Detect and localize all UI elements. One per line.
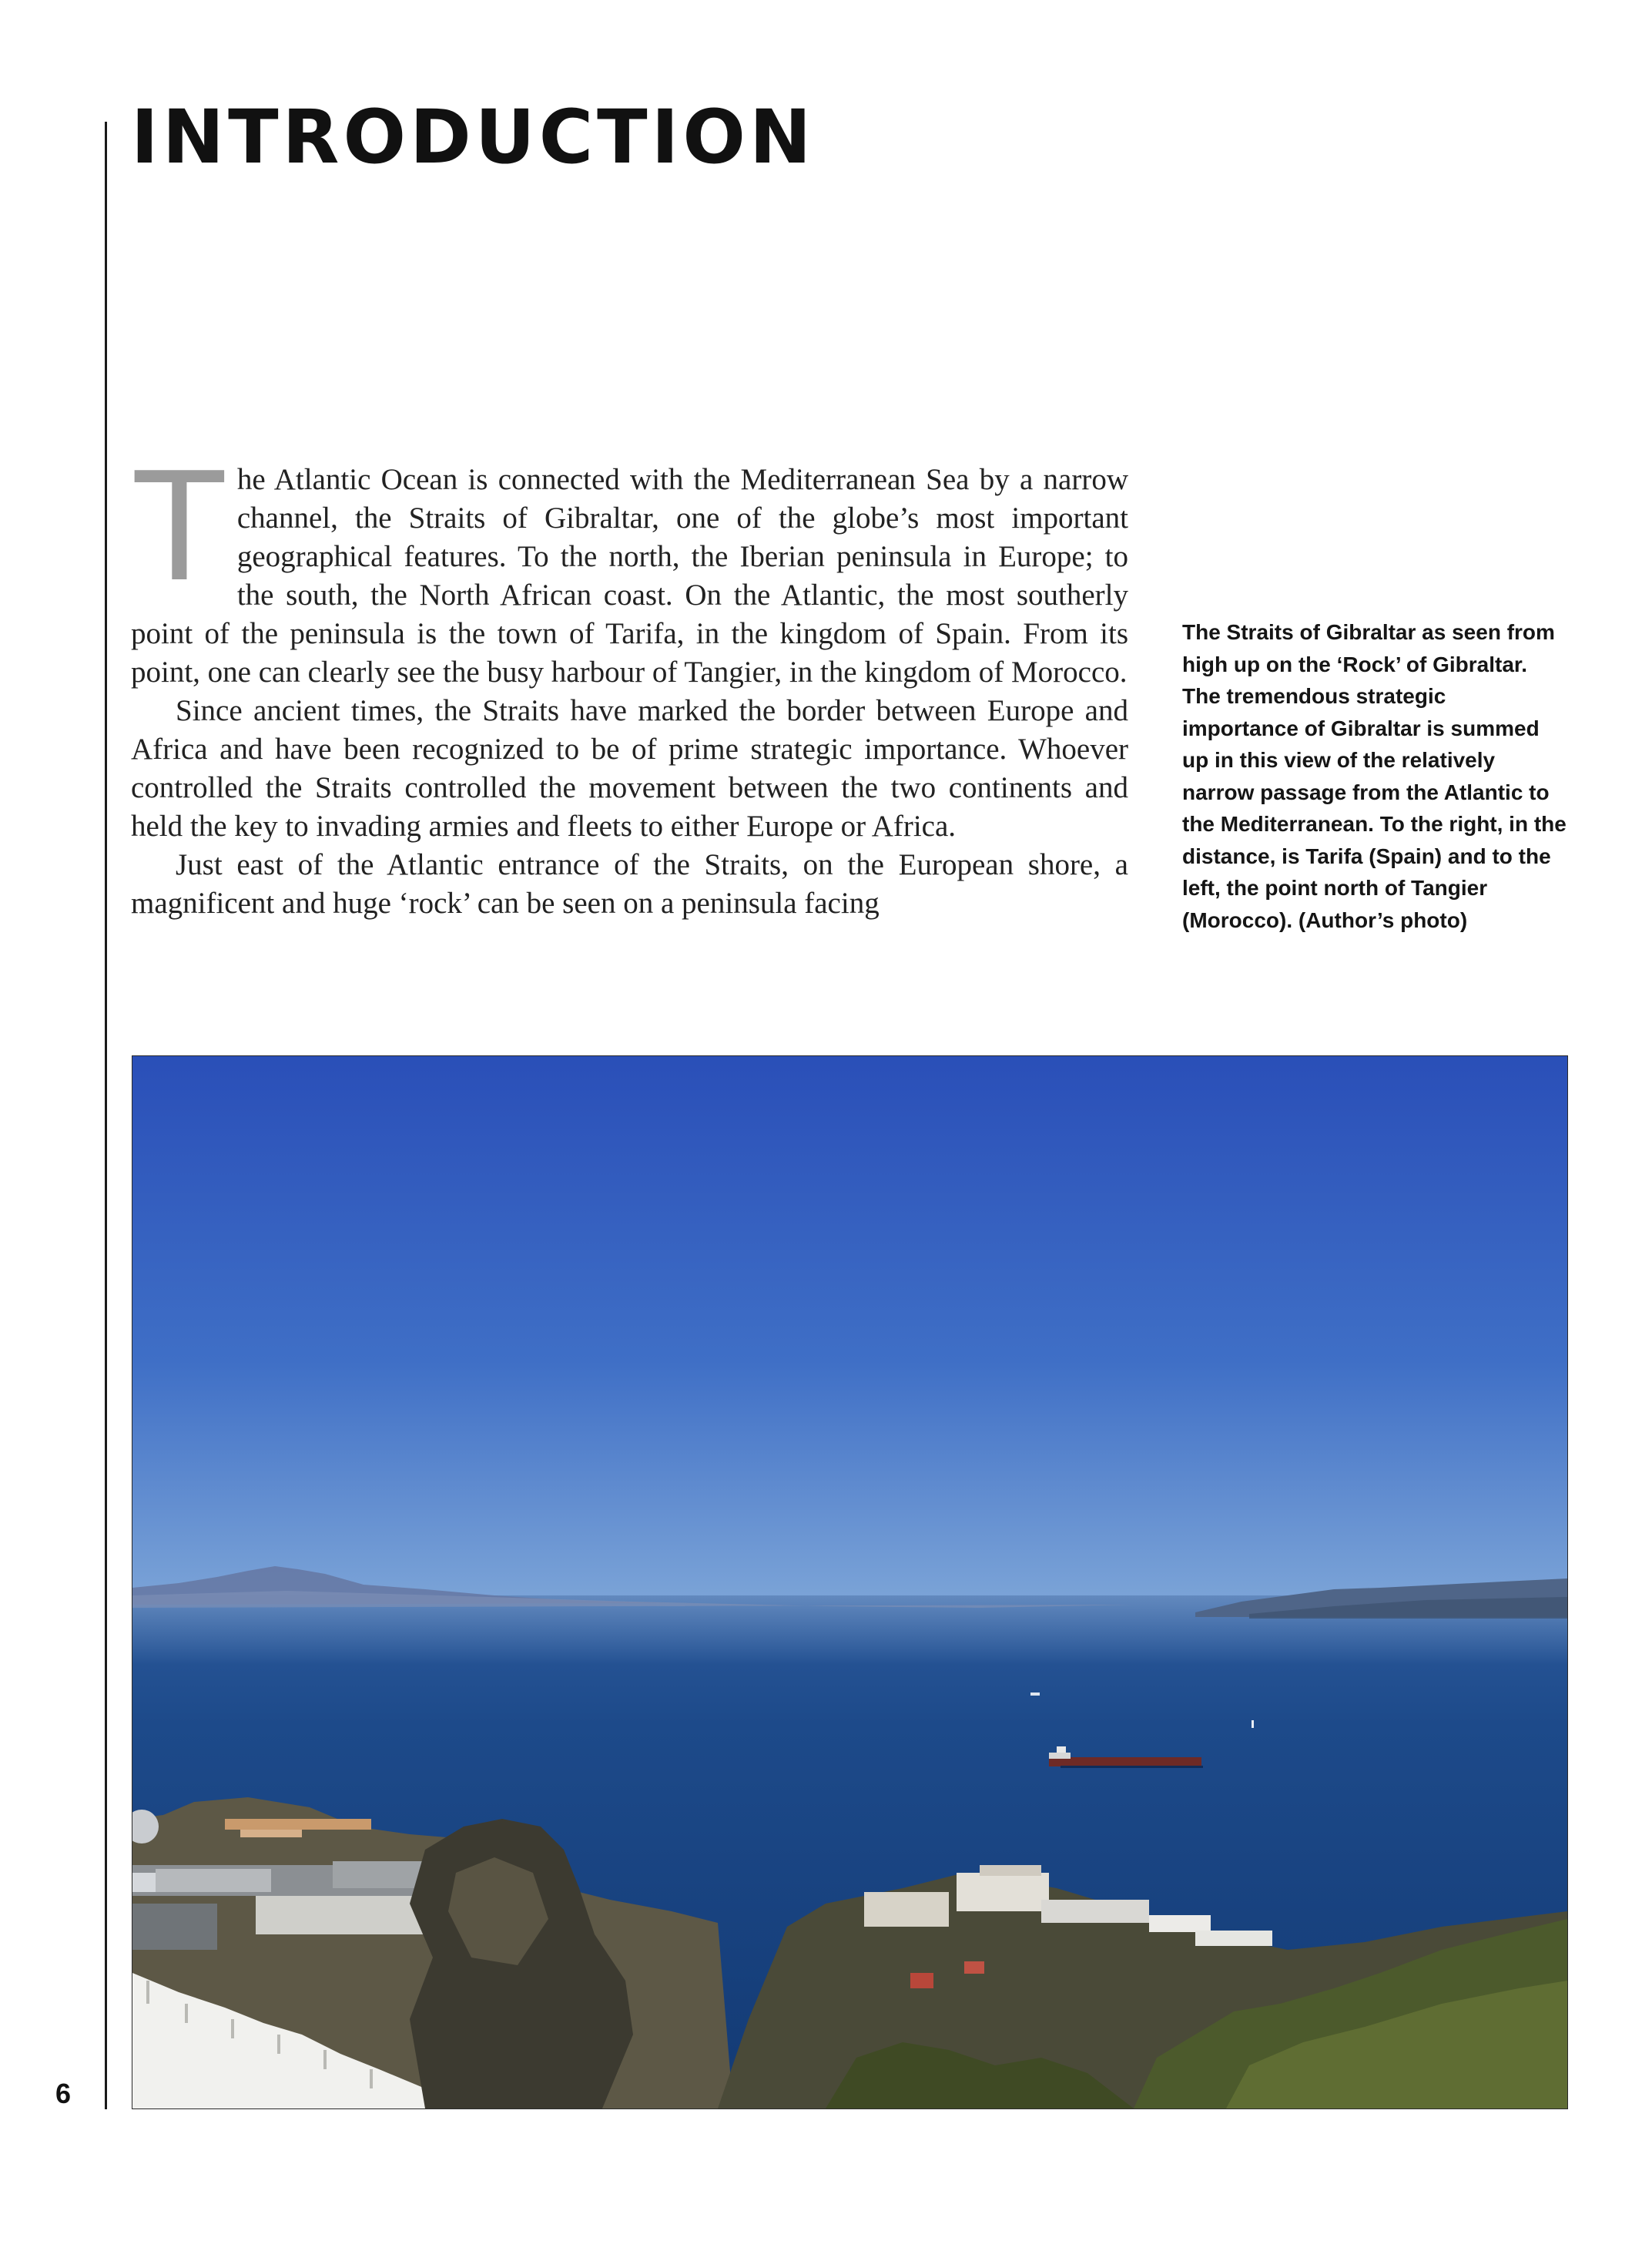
page-title: INTRODUCTION — [131, 94, 816, 180]
paragraph-1-text: he Atlantic Ocean is connected with the Mediterranean Sea by a narrow channel, the Straits of Gibraltar, one of the globe’s most important geographical features. To the north, the Iberian peninsula in Europe; to the south, the North African coast. On the Atlantic, the most southerly point of the peninsula is the town of Tarifa, in the kingdom of Spain. From its point, one can clearly see the busy harbour of Tangier, in the kingdom of Morocco. — [131, 463, 1128, 689]
drop-cap: T — [131, 436, 228, 613]
gibraltar-straits-photo — [132, 1055, 1568, 2109]
paragraph-2: Since ancient times, the Straits have marked the border between Europe and Africa and have been recognized to be of prime strategic importance. Whoever controlled the Straits controlled the movement between the two continents and held the key to invading armies and fleets to either Europe or Africa. — [131, 694, 1128, 843]
distant-boat — [1030, 1692, 1040, 1696]
body-text — [131, 436, 1128, 923]
small-sailboat — [1252, 1720, 1254, 1728]
margin-rule — [105, 122, 107, 2109]
paragraph-3: Just east of the Atlantic entrance of the Straits, on the European shore, a magnificent and huge ‘rock’ can be seen on a peninsula facing — [131, 848, 1128, 920]
photo-caption: The Straits of Gibraltar as seen from high up on the ‘Rock’ of Gibraltar. The tremendous strategic importance of Gibraltar is summed up in this view of the relatively narrow passage from the Atlantic to the Mediterranean. To the right, in the distance, is Tarifa (Spain) and to the left, the point north of Tangier (Morocco). (Author’s photo) — [1182, 620, 1567, 932]
sky — [132, 1056, 1567, 1611]
page-number: 6 — [55, 2078, 72, 2109]
paragraph-1 — [131, 436, 1128, 692]
